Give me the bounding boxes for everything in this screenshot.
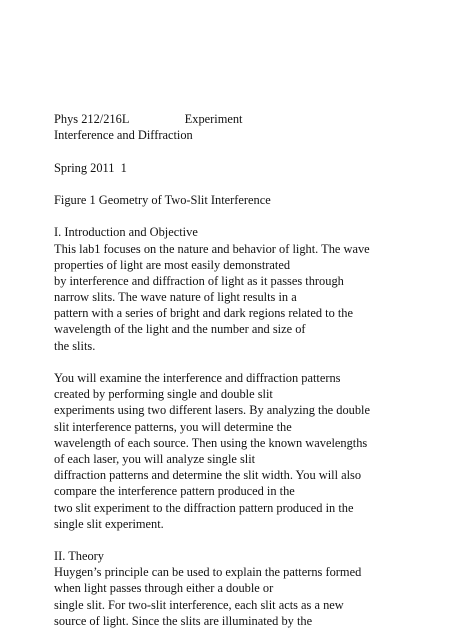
- header-line-2: Interference and Diffraction: [54, 128, 193, 143]
- header-line-1: Phys 212/216L Experiment: [54, 112, 243, 126]
- paragraph-line: Huygen’s principle can be used to explain the patterns formed: [54, 565, 362, 580]
- paragraph-theory: [54, 564, 444, 629]
- section-heading-theory: II. Theory: [54, 549, 105, 564]
- paragraph-line: experiments using two different lasers. By analyzing the double: [54, 403, 370, 418]
- paragraph-line: wavelength of the light and the number and size of: [54, 322, 306, 337]
- paragraph-line: This lab1 focuses on the nature and behavior of light. The wave: [54, 241, 370, 256]
- paragraph-line: when light passes through either a double or: [54, 581, 274, 596]
- paragraph-line: the slits.: [54, 338, 96, 353]
- paragraph-line: compare the interference pattern produced in the: [54, 484, 295, 499]
- spacer: [54, 532, 444, 548]
- paragraph-line: single slit. For two-slit interference, each slit acts as a new: [54, 597, 344, 612]
- spacer: [54, 208, 444, 224]
- paragraph-line: diffraction patterns and determine the slit width. You will also: [54, 468, 362, 483]
- paragraph-introduction: [54, 241, 444, 354]
- paragraph-line: slit interference patterns, you will determine the: [54, 419, 292, 434]
- paragraph-line: wavelength of each source. Then using the known wavelengths: [54, 435, 368, 450]
- paragraph-line: properties of light are most easily demonstrated: [54, 257, 291, 272]
- paragraph-line: pattern with a series of bright and dark regions related to the: [54, 306, 353, 321]
- term-line: Spring 2011 1: [54, 160, 127, 175]
- paragraph-line: narrow slits. The wave nature of light results in a: [54, 290, 297, 305]
- spacer: [54, 143, 444, 159]
- paragraph-line: created by performing single and double slit: [54, 387, 273, 402]
- spacer: [54, 176, 444, 192]
- paragraph-line: by interference and diffraction of light as it passes through: [54, 273, 344, 288]
- document-body: [54, 111, 444, 629]
- paragraph-line: two slit experiment to the diffraction pattern produced in the: [54, 500, 354, 515]
- paragraph-line: single slit experiment.: [54, 516, 164, 531]
- paragraph-line: You will examine the interference and diffraction patterns: [54, 371, 341, 385]
- paragraph-line: of each laser, you will analyze single slit: [54, 451, 256, 466]
- paragraph-objective: [54, 370, 444, 532]
- figure-caption: Figure 1 Geometry of Two-Slit Interference: [54, 192, 271, 207]
- spacer: [54, 354, 444, 370]
- section-heading-introduction: I. Introduction and Objective: [54, 225, 198, 240]
- paragraph-line: source of light. Since the slits are illuminated by the: [54, 613, 313, 628]
